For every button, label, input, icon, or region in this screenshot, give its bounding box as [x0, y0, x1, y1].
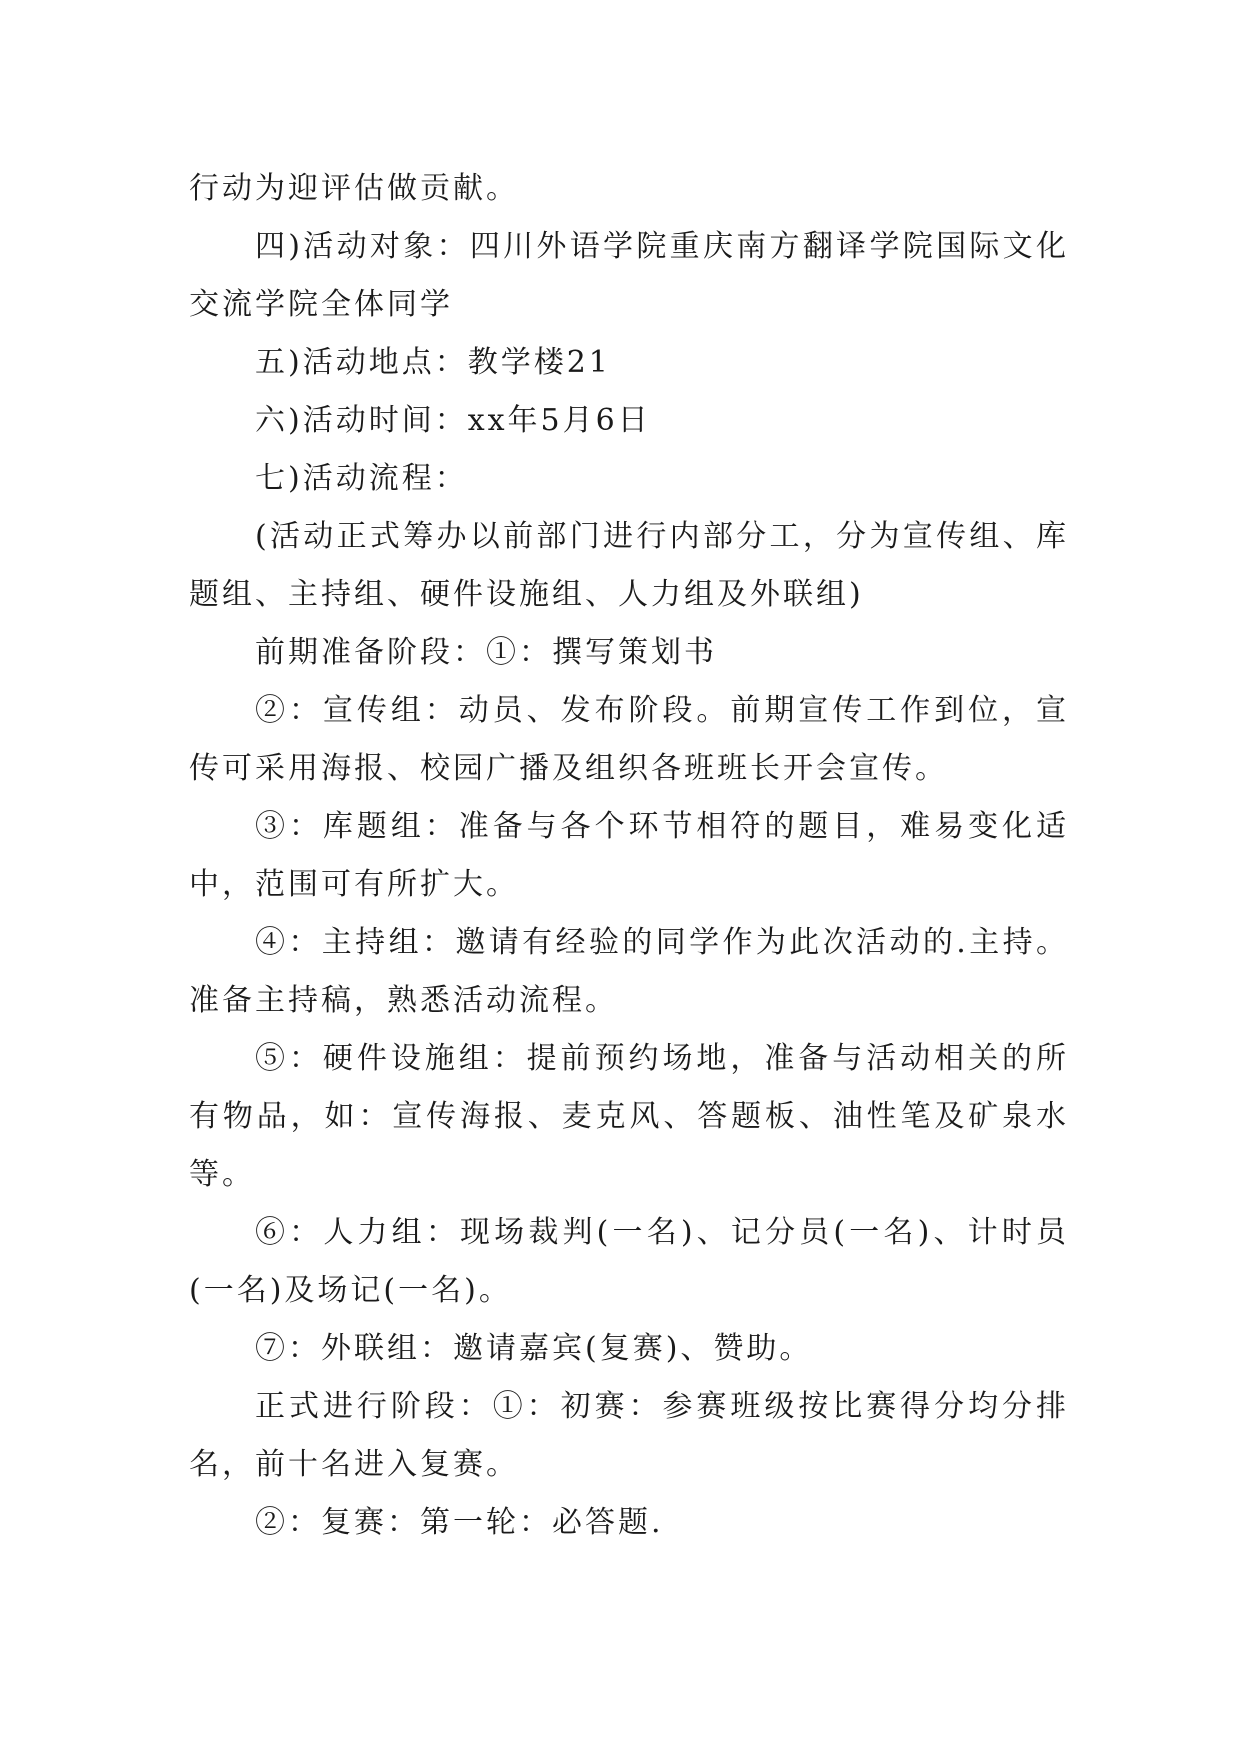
paragraph-9: ③：库题组：准备与各个环节相符的题目，难易变化适中，范围可有所扩大。 — [189, 809, 1069, 902]
paragraph-12: ⑥：人力组：现场裁判(一名)、记分员(一名)、计时员(一名)及场记(一名)。 — [189, 1215, 1069, 1308]
paragraph-8: ②：宣传组：动员、发布阶段。前期宣传工作到位，宣传可采用海报、校园广播及组织各班班长开会宣传。 — [189, 693, 1069, 786]
paragraph-7: 前期准备阶段：①：撰写策划书 — [255, 635, 717, 670]
paragraph-11: ⑤：硬件设施组：提前预约场地，准备与活动相关的所有物品，如：宣传海报、麦克风、答题板、油性笔及矿泉水等。 — [189, 1041, 1069, 1192]
paragraph-4: 六)活动时间：xx年5月6日 — [255, 403, 651, 438]
paragraph-5: 七)活动流程： — [255, 461, 468, 496]
paragraph-10: ④：主持组：邀请有经验的同学作为此次活动的.主持。准备主持稿，熟悉活动流程。 — [189, 925, 1069, 1018]
document-body — [189, 160, 1069, 1552]
paragraph-13: ⑦：外联组：邀请嘉宾(复赛)、赞助。 — [255, 1331, 813, 1366]
paragraph-15: ②：复赛：第一轮：必答题. — [255, 1505, 664, 1540]
paragraph-3: 五)活动地点：教学楼21 — [255, 345, 611, 380]
paragraph-6: (活动正式筹办以前部门进行内部分工，分为宣传组、库题组、主持组、硬件设施组、人力组及外联组) — [189, 519, 1069, 612]
paragraph-1: 行动为迎评估做贡献。 — [189, 171, 519, 206]
paragraph-14: 正式进行阶段：①：初赛：参赛班级按比赛得分均分排名，前十名进入复赛。 — [189, 1389, 1069, 1482]
paragraph-2: 四)活动对象：四川外语学院重庆南方翻译学院国际文化交流学院全体同学 — [189, 229, 1069, 322]
